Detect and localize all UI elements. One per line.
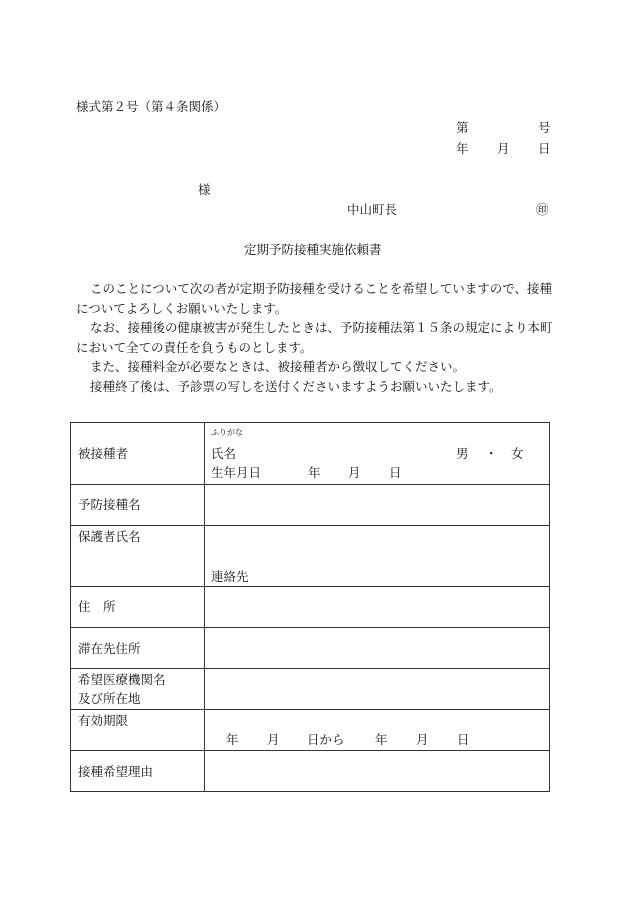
body-text — [76, 279, 556, 396]
clinic-label-line2: 及び所在地 — [78, 691, 141, 706]
date-year-label: 年 — [456, 141, 469, 156]
document-title: 定期予防接種実施依頼書 — [244, 242, 382, 257]
vaccine-label: 予防接種名 — [78, 497, 141, 512]
validity-value-cell[interactable] — [205, 710, 550, 751]
guardian-value-cell[interactable] — [205, 526, 550, 587]
clinic-row — [71, 669, 550, 710]
reason-label: 接種希望理由 — [78, 764, 154, 779]
birth-day-label: 日 — [389, 465, 402, 480]
vaccine-value-cell[interactable] — [205, 485, 550, 526]
validity-to-day: 日 — [457, 732, 470, 747]
sender-name: 中山町長 — [347, 202, 398, 217]
birthdate-label: 生年月日 — [211, 465, 262, 480]
validity-label: 有効期限 — [78, 713, 129, 728]
stay-address-value-cell[interactable] — [205, 628, 550, 669]
date-month-label: 月 — [497, 141, 510, 156]
body-paragraph: なお、接種後の健康被害が発生したときは、予防接種法第１５条の規定により本町において全ての責任を負うものとします。 — [76, 320, 553, 355]
clinic-label-line1: 希望医療機関名 — [78, 672, 166, 687]
vaccine-label-cell — [71, 485, 205, 526]
vaccine-row — [71, 485, 550, 526]
address-label-cell — [71, 587, 205, 628]
clinic-value-cell[interactable] — [205, 669, 550, 710]
name-label: 氏名 — [211, 446, 237, 461]
recipient-value-cell[interactable] — [205, 423, 550, 485]
validity-from-month: 月 — [267, 732, 280, 747]
seal-mark: ㊞ — [536, 202, 549, 217]
birth-year-label: 年 — [308, 465, 321, 480]
contact-label: 連絡先 — [211, 569, 249, 584]
validity-label-cell — [71, 710, 205, 751]
gender-separator: ・ — [485, 446, 498, 461]
reason-row — [71, 751, 550, 792]
guardian-label-cell — [71, 526, 205, 587]
address-value-cell[interactable] — [205, 587, 550, 628]
stay-address-label-cell — [71, 628, 205, 669]
body-paragraph: 接種終了後は、予診票の写しを送付くださいますようお願いいたします。 — [90, 378, 502, 394]
stay-address-row — [71, 628, 550, 669]
address-row — [71, 587, 550, 628]
body-paragraph: また、接種料金が必要なときは、被接種者から徴収してください。 — [90, 359, 466, 374]
guardian-label: 保護者氏名 — [78, 529, 141, 544]
validity-to-month: 月 — [416, 732, 429, 747]
validity-from-year: 年 — [226, 732, 239, 747]
vaccination-form-table — [70, 422, 550, 792]
form-number: 様式第２号（第４条関係） — [76, 99, 227, 114]
address-label: 住 所 — [78, 599, 116, 614]
stay-address-label: 滞在先住所 — [78, 641, 141, 656]
validity-from-day: 日から — [307, 732, 345, 747]
number-suffix: 号 — [538, 120, 551, 135]
body-paragraph: このことについて次の者が定期予防接種を受けることを希望していますので、接種についてよろしくお願いいたします。 — [76, 281, 553, 316]
birth-month-label: 月 — [348, 465, 361, 480]
gender-male[interactable]: 男 — [456, 446, 469, 461]
addressee-suffix: 様 — [198, 182, 211, 197]
number-prefix: 第 — [456, 120, 469, 135]
validity-to-year: 年 — [375, 732, 388, 747]
validity-row — [71, 710, 550, 751]
guardian-row — [71, 526, 550, 587]
reason-label-cell — [71, 751, 205, 792]
recipient-label: 被接種者 — [78, 446, 129, 461]
reason-value-cell[interactable] — [205, 751, 550, 792]
furigana-label: ふりがな — [211, 428, 243, 437]
recipient-label-cell — [71, 423, 205, 485]
clinic-label-cell — [71, 669, 205, 710]
date-day-label: 日 — [538, 141, 551, 156]
gender-female[interactable]: 女 — [511, 446, 524, 461]
recipient-row — [71, 423, 550, 485]
